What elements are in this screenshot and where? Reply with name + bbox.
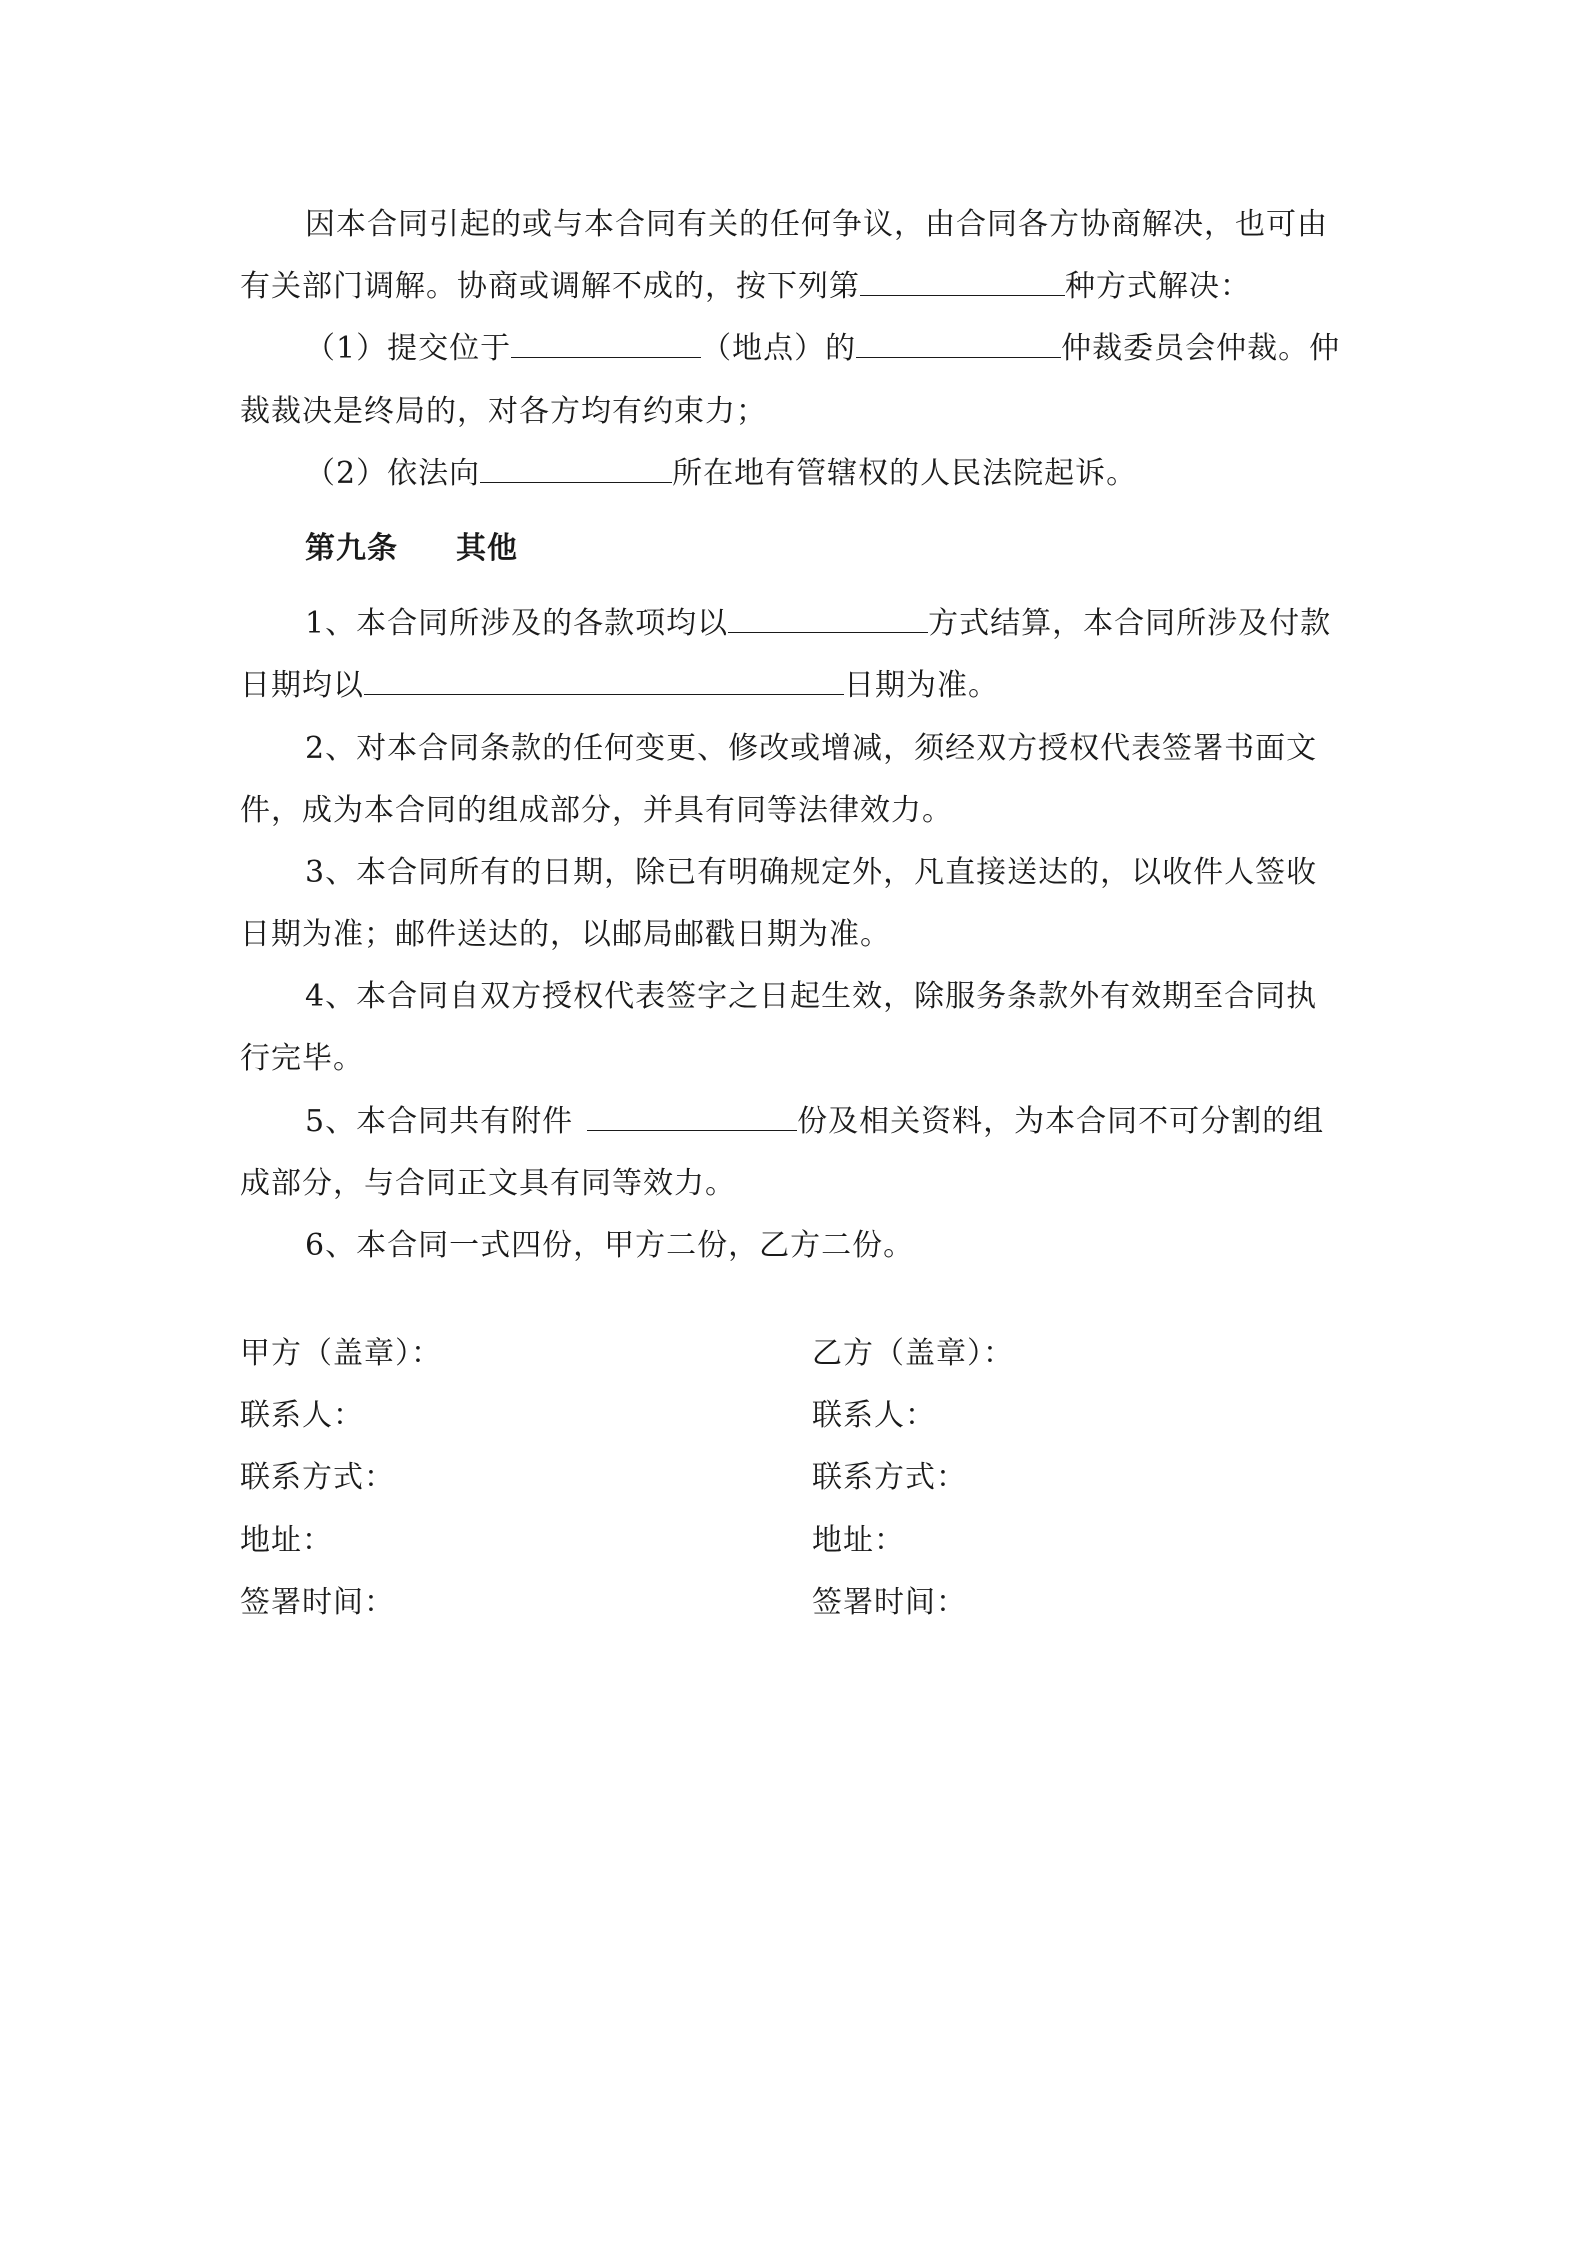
arbitration-commission-blank[interactable] [856,331,1061,358]
item-1-line-1 [305,606,1331,642]
litigation-line [305,456,1137,492]
item-text: 3、本合同所有的日期，除已有明确规定外，凡直接送达的，以收件人签收 [305,855,1318,890]
party-b-address: 地址： [812,1523,905,1558]
settlement-method-blank[interactable] [728,606,928,633]
item-text: 1、本合同所涉及的各款项均以 [305,606,729,641]
dispute-text: 有关部门调解。协商或调解不成的，按下列第 [240,269,860,304]
arbitration-line-2 [240,394,767,430]
party-a-contact: 联系人： [240,1398,364,1433]
litigation-text: 所在地有管辖权的人民法院起诉。 [672,456,1138,491]
arbitration-text: 仲裁委员会仲裁。仲 [1061,331,1341,366]
attachment-count-blank[interactable] [587,1104,797,1131]
item-5-line-2 [240,1166,736,1202]
arbitration-location-blank[interactable] [511,331,701,358]
dispute-text: 种方式解决： [1065,269,1251,304]
dispute-text: 因本合同引起的或与本合同有关的任何争议，由合同各方协商解决，也可由 [305,207,1328,242]
item-text: 日期为准；邮件送达的，以邮局邮戳日期为准。 [240,917,891,952]
party-b-seal: 乙方（盖章）： [812,1336,1014,1371]
item-3-line-1 [305,855,1317,891]
item-text: 4、本合同自双方授权代表签字之日起生效，除服务条款外有效期至合同执 [305,979,1318,1014]
arbitration-text: （1）提交位于 [305,331,512,366]
party-a-contact-method: 联系方式： [240,1460,395,1495]
article-number: 第九条 [305,531,398,566]
method-number-blank[interactable] [860,269,1065,296]
item-text: 6、本合同一式四份，甲方二份，乙方二份。 [305,1228,915,1263]
item-6-line [305,1228,914,1264]
party-b-contact-method: 联系方式： [812,1460,967,1495]
article-title: 其他 [456,531,518,566]
item-text: 2、对本合同条款的任何变更、修改或增减，须经双方授权代表签署书面文 [305,731,1318,766]
item-4-line-2 [240,1041,364,1077]
item-1-line-2 [240,668,999,704]
party-a-address: 地址： [240,1523,333,1558]
item-text: 日期为准。 [844,668,999,703]
article-heading [305,531,518,567]
item-text: 5、本合同共有附件 [305,1104,574,1139]
payment-date-blank[interactable] [364,668,844,695]
arbitration-text: 裁裁决是终局的，对各方均有约束力； [240,394,767,429]
item-4-line-1 [305,979,1317,1015]
party-b-contact: 联系人： [812,1398,936,1433]
litigation-text: （2）依法向 [305,456,481,491]
item-3-line-2 [240,917,891,953]
arbitration-text: （地点）的 [701,331,857,366]
party-b-sign-date: 签署时间： [812,1585,967,1620]
item-text: 份及相关资料，为本合同不可分割的组 [797,1104,1325,1139]
item-text: 日期均以 [240,668,364,703]
item-text: 方式结算，本合同所涉及付款 [928,606,1332,641]
arbitration-line-1 [305,331,1340,367]
party-a-sign-date: 签署时间： [240,1585,395,1620]
litigation-party-blank[interactable] [480,456,672,483]
dispute-paragraph-line-2 [240,269,1251,305]
item-5-line-1 [305,1104,1324,1140]
item-text: 件，成为本合同的组成部分，并具有同等法律效力。 [240,793,953,828]
party-a-seal: 甲方（盖章）： [240,1336,442,1371]
item-text: 行完毕。 [240,1041,364,1076]
item-2-line-2 [240,793,953,829]
item-2-line-1 [305,731,1317,767]
item-text: 成部分，与合同正文具有同等效力。 [240,1166,736,1201]
dispute-paragraph-line-1 [305,207,1328,243]
